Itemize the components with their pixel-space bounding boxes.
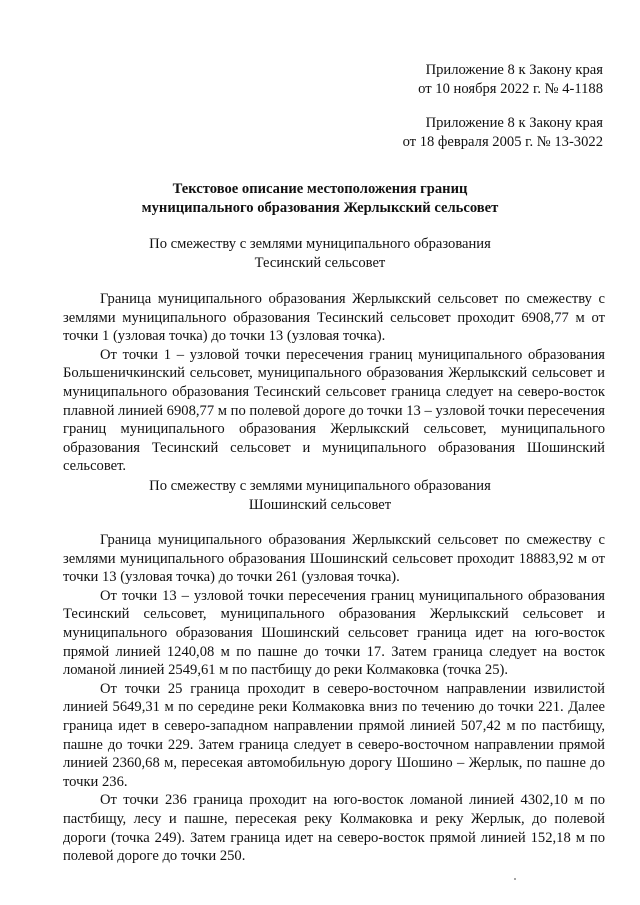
title-line-1: Текстовое описание местоположения границ xyxy=(172,181,468,197)
paragraph: От точки 13 – узловой точки пересечения границ муниципального образования Тесинский сельсовет, муниципального образования Жерлыкский сельсовет и муниципального образования Шошинский сельсовет граница идет на юго-восток прямой линией 1240,08 м по пашне до точки 17. Затем граница следует на восток ломаной линией 2549,61 м по пастбищу до реки Колмаковка (точка 25). xyxy=(63,587,605,679)
paragraph: От точки 25 граница проходит в северо-восточном направлении извилистой линией 5649,31 м по середине реки Колмаковка вниз по течению до точки 221. Далее граница идет в северо-западном направлении прямой линией 507,42 м по пастбищу, пашне до точки 229. Затем граница следует в северо-восточном направлении прямой линией 2360,68 м, пересекая автомобильную дорогу Шошино – Жерлык, по пашне до точки 236. xyxy=(63,680,605,790)
paragraph: От точки 236 граница проходит на юго-восток ломаной линией 4302,10 м по пастбищу, лесу и пашне, пересекая реку Колмаковка и реку Жерлык, до полевой дороги (точка 249). Затем граница идет на северо-восток прямой линией 152,18 м по полевой дороге до точки 250. xyxy=(63,792,605,865)
section-body-shoshinsky xyxy=(63,531,605,866)
section-heading-shoshinsky xyxy=(0,477,640,515)
document-title xyxy=(0,180,640,218)
appendix-date-line: от 10 ноября 2022 г. № 4-1188 xyxy=(418,81,603,97)
section-heading-line-1: По смежеству с землями муниципального образования xyxy=(149,236,491,252)
scan-speck xyxy=(514,878,516,880)
section-heading-tesinsky xyxy=(0,235,640,273)
appendix-line: Приложение 8 к Закону края xyxy=(425,115,603,131)
paragraph: От точки 1 – узловой точки пересечения границ муниципального образования Большеничкинский сельсовет, муниципального образования Жерлыкский сельсовет и муниципального образования Тесинский сельсовет граница следует на северо-восток плавной линией 6908,77 м по полевой дороге до точки 13 – узловой точки пересечения границ муниципального образования Жерлыкский сельсовет, муниципального образования Тесинский сельсовет и муниципального образования Шошинский сельсовет. xyxy=(63,346,605,475)
appendix-date-line: от 18 февраля 2005 г. № 13-3022 xyxy=(402,134,603,150)
paragraph: Граница муниципального образования Жерлыкский сельсовет по смежеству с землями муниципального образования Шошинский сельсовет проходит 18883,92 м от точки 13 (узловая точка) до точки 261 (узловая точка). xyxy=(63,532,605,586)
section-body-tesinsky xyxy=(63,290,605,476)
section-heading-line-2: Шошинский сельсовет xyxy=(248,497,392,513)
section-heading-line-2: Тесинский сельсовет xyxy=(254,255,386,271)
appendix-line: Приложение 8 к Закону края xyxy=(425,62,603,78)
title-line-2: муниципального образования Жерлыкский сельсовет xyxy=(141,200,499,216)
appendix-reference-original xyxy=(283,114,603,152)
paragraph: Граница муниципального образования Жерлыкский сельсовет по смежеству с землями муниципального образования Тесинский сельсовет проходит 6908,77 м от точки 1 (узловая точка) до точки 13 (узловая точка). xyxy=(63,291,605,345)
appendix-reference-current xyxy=(283,61,603,99)
section-heading-line-1: По смежеству с землями муниципального образования xyxy=(149,478,491,494)
